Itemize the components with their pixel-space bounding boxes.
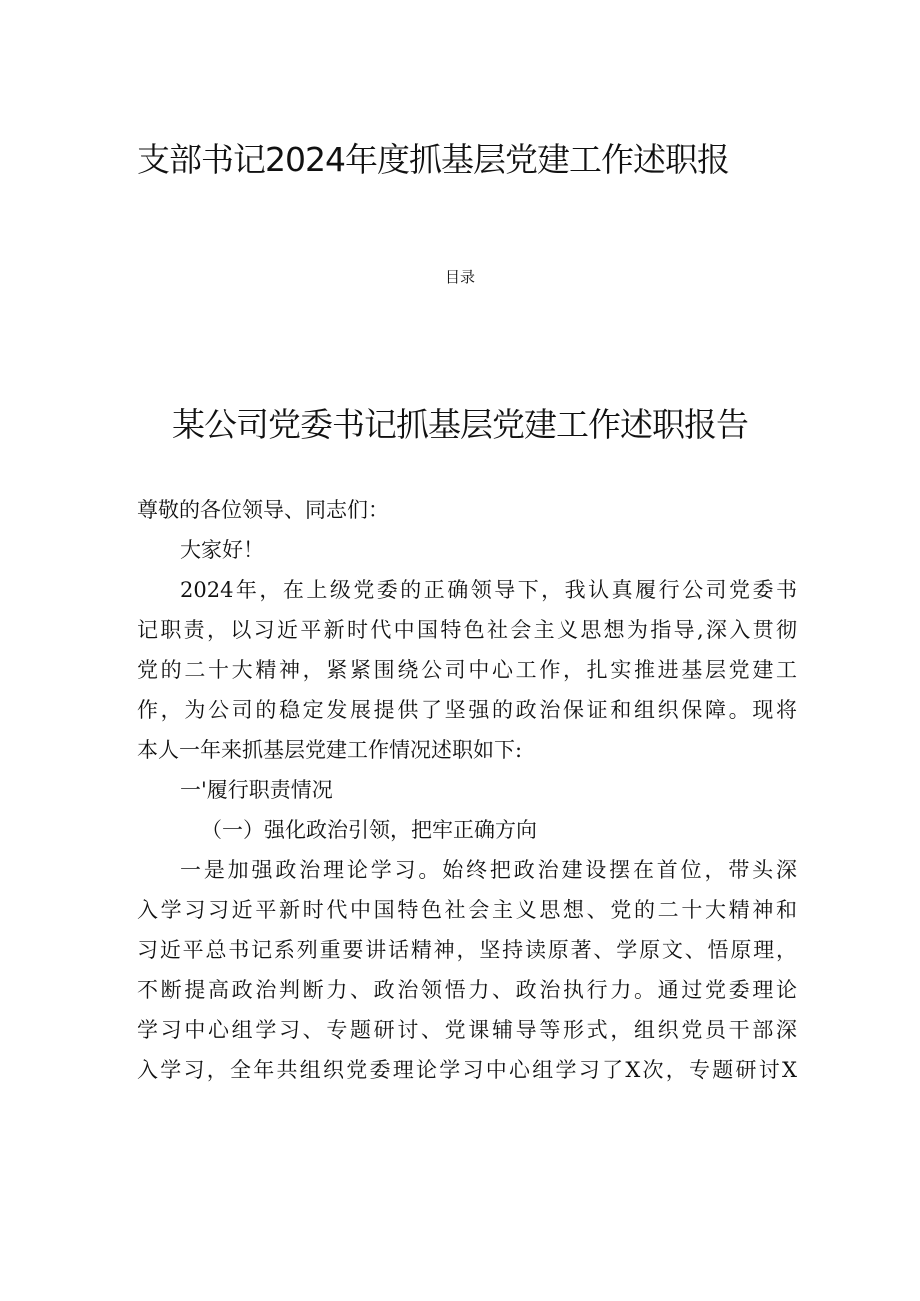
greeting: 大家好！ bbox=[180, 538, 264, 562]
point-line: 入学习习近平新时代中国特色社会主义思想、党的二十大精神和 bbox=[137, 898, 797, 922]
report-title: 某公司党委书记抓基层党建工作述职报告 bbox=[172, 405, 748, 444]
intro-line: 2024年，在上级党委的正确领导下，我认真履行公司党委书 bbox=[180, 578, 797, 602]
section-heading: 一'履行职责情况 bbox=[180, 778, 333, 802]
point-line: 入学习，全年共组织党委理论学习中心组学习了X次，专题研讨X bbox=[137, 1058, 797, 1082]
intro-line: 作，为公司的稳定发展提供了坚强的政治保证和组织保障。现将 bbox=[137, 698, 797, 722]
point-line: 不断提高政治判断力、政治领悟力、政治执行力。通过党委理论 bbox=[137, 978, 797, 1002]
intro-line: 本人一年来抓基层党建工作情况述职如下: bbox=[137, 738, 523, 762]
subsection-heading: （一）强化政治引领，把牢正确方向 bbox=[201, 818, 537, 842]
intro-paragraph bbox=[137, 570, 797, 770]
point-paragraph bbox=[137, 850, 797, 1090]
report-body bbox=[137, 490, 797, 1090]
intro-line: 记职责，以习近平新时代中国特色社会主义思想为指导,深入贯彻 bbox=[137, 618, 797, 642]
point-line: 学习中心组学习、专题研讨、党课辅导等形式，组织党员干部深 bbox=[137, 1018, 797, 1042]
point-line: 习近平总书记系列重要讲话精神，坚持读原著、学原文、悟原理， bbox=[137, 938, 797, 962]
intro-line: 党的二十大精神，紧紧围绕公司中心工作，扎实推进基层党建工 bbox=[137, 658, 797, 682]
document-cover-title: 支部书记2024年度抓基层党建工作述职报 bbox=[137, 140, 729, 179]
salutation: 尊敬的各位领导、同志们： bbox=[137, 498, 389, 522]
table-of-contents-label: 目录 bbox=[444, 268, 475, 286]
point-line: 一是加强政治理论学习。始终把政治建设摆在首位，带头深 bbox=[180, 858, 797, 882]
